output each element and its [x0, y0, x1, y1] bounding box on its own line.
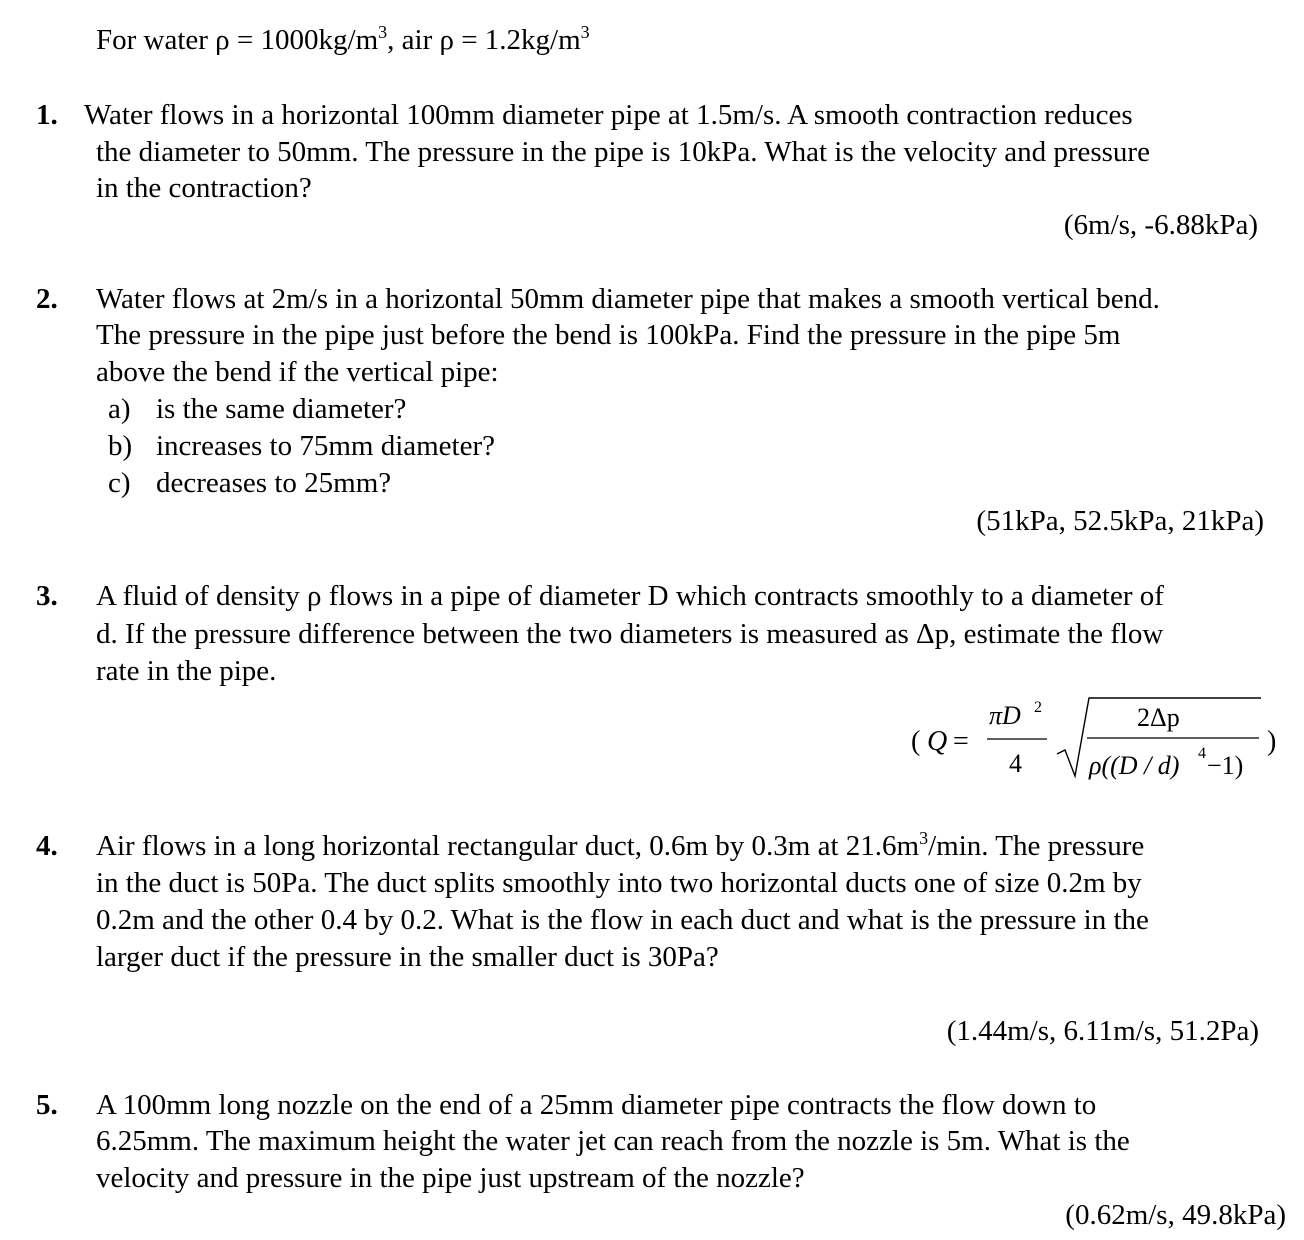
question-text-line: [96, 828, 1144, 865]
question-text-line: 6.25mm. The maximum height the water jet can reach from the nozzle is 5m. What is the: [96, 1125, 1130, 1157]
flow-rate-formula: [905, 692, 1285, 782]
question-text-line: velocity and pressure in the pipe just upstream of the nozzle?: [96, 1162, 805, 1194]
header-prefix: For water ρ = 1000kg/m: [96, 24, 379, 56]
formula-denominator2: ρ((D / d): [1089, 751, 1180, 780]
subpart-text: is the same diameter?: [156, 393, 407, 425]
question-text-line: in the contraction?: [96, 172, 312, 204]
densities-header: [96, 22, 590, 59]
answer: (51kPa, 52.5kPa, 21kPa): [976, 505, 1264, 537]
answer: (1.44m/s, 6.11m/s, 51.2Pa): [946, 1015, 1259, 1047]
subpart-label: a): [108, 393, 131, 425]
formula-close-paren: ): [1267, 726, 1277, 757]
header-middle: , air ρ = 1.2kg/m: [387, 24, 581, 56]
formula-denominator1: 4: [1009, 749, 1022, 778]
formula-numerator2: 2Δp: [1137, 703, 1180, 732]
question-number: 4.: [36, 830, 58, 862]
header-exp1: 3: [378, 22, 388, 42]
question-text-line: the diameter to 50mm. The pressure in the pipe is 10kPa. What is the velocity and pressure: [96, 136, 1150, 168]
question-text-line: Water flows in a horizontal 100mm diameter pipe at 1.5m/s. A smooth contraction reduces: [84, 99, 1133, 131]
question-text-line: 0.2m and the other 0.4 by 0.2. What is the flow in each duct and what is the pressure in the: [96, 904, 1149, 936]
question-text-line: The pressure in the pipe just before the bend is 100kPa. Find the pressure in the pipe 5m: [96, 319, 1121, 351]
formula-equals: =: [953, 726, 969, 757]
question-text-line: d. If the pressure difference between the two diameters is measured as Δp, estimate the flow: [96, 618, 1164, 650]
formula-open-paren: (: [911, 726, 921, 757]
question-number: 2.: [36, 283, 58, 315]
question-number: 1.: [36, 99, 58, 131]
question-number: 3.: [36, 580, 58, 612]
formula-numerator1: πD: [989, 701, 1021, 730]
subpart-text: increases to 75mm diameter?: [156, 430, 496, 462]
question-text-line: A 100mm long nozzle on the end of a 25mm diameter pipe contracts the flow down to: [96, 1089, 1097, 1121]
q4-line1-part1: Air flows in a long horizontal rectangular duct, 0.6m by 0.3m at 21.6m: [96, 830, 920, 862]
formula-den2-tail: −1): [1207, 751, 1244, 780]
question-text-line: larger duct if the pressure in the smaller duct is 30Pa?: [96, 941, 719, 973]
question-text-line: rate in the pipe.: [96, 655, 277, 687]
question-text-line: A fluid of density ρ flows in a pipe of diameter D which contracts smoothly to a diameter of: [96, 580, 1164, 612]
q4-line1-part2: /min. The pressure: [928, 830, 1145, 862]
subpart-label: c): [108, 467, 131, 499]
answer: (0.62m/s, 49.8kPa): [1065, 1199, 1286, 1231]
subpart-label: b): [108, 430, 133, 462]
answer: (6m/s, -6.88kPa): [1063, 209, 1258, 241]
formula-num1-exponent: 2: [1034, 699, 1042, 716]
question-text-line: in the duct is 50Pa. The duct splits smoothly into two horizontal ducts one of size 0.2m by: [96, 867, 1142, 899]
question-text-line: above the bend if the vertical pipe:: [96, 356, 499, 388]
formula-den2-exponent: 4: [1198, 745, 1206, 762]
q4-line1-exponent: 3: [919, 828, 929, 848]
formula-q: Q: [927, 726, 948, 757]
question-text-line: Water flows at 2m/s in a horizontal 50mm diameter pipe that makes a smooth vertical bend.: [96, 283, 1160, 315]
header-exp2: 3: [580, 22, 590, 42]
question-number: 5.: [36, 1089, 58, 1121]
subpart-text: decreases to 25mm?: [156, 467, 392, 499]
